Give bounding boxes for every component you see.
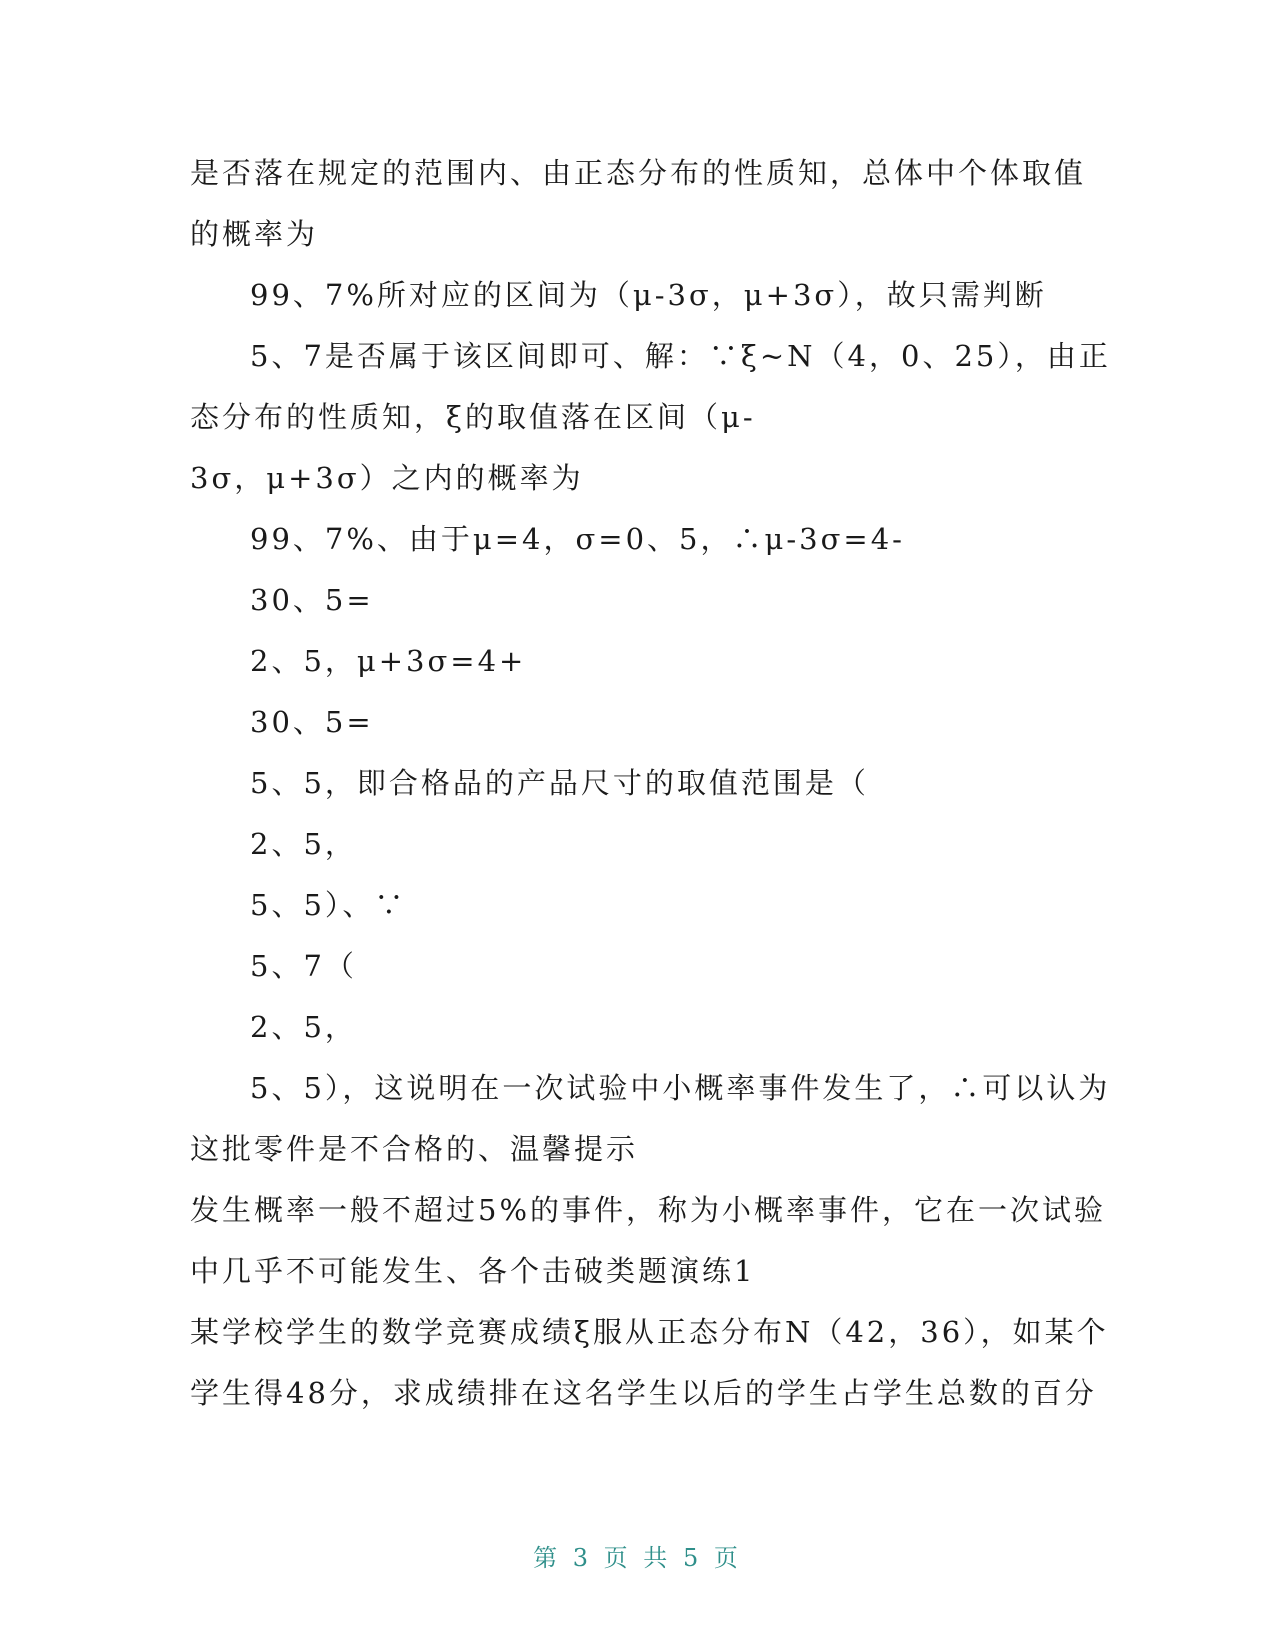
text-line: 中几乎不可能发生、各个击破类题演练1: [190, 1254, 756, 1288]
text-line: 发生概率一般不超过5%的事件，称为小概率事件，它在一次试验: [190, 1193, 1107, 1227]
text-line: 5、5），这说明在一次试验中小概率事件发生了，∴可以认为: [250, 1071, 1111, 1105]
text-line: 态分布的性质知，ξ的取值落在区间（μ-: [190, 400, 756, 434]
page-number-footer: 第 3 页 共 5 页: [533, 1544, 742, 1572]
text-line: 2、5，: [250, 827, 357, 861]
text-line: 这批零件是不合格的、温馨提示: [190, 1132, 639, 1166]
text-line: 30、5=: [250, 705, 374, 739]
text-line: 30、5=: [250, 583, 374, 617]
text-line: 5、5，即合格品的产品尺寸的取值范围是（: [250, 766, 869, 800]
text-line: 学生得48分，求成绩排在这名学生以后的学生占学生总数的百分: [190, 1376, 1097, 1410]
text-line: 2、5，: [250, 1010, 357, 1044]
text-line: 5、5）、∵: [250, 888, 407, 922]
text-line: 是否落在规定的范围内、由正态分布的性质知，总体中个体取值: [190, 156, 1087, 190]
text-line: 某学校学生的数学竞赛成绩ξ服从正态分布N（42，36），如某个: [190, 1315, 1109, 1349]
text-line: 5、7是否属于该区间即可、解：∵ξ~N（4，0、25），由正: [250, 339, 1111, 373]
document-body: [190, 143, 1111, 1424]
text-line: 的概率为: [190, 217, 319, 251]
text-line: 3σ，μ+3σ）之内的概率为: [190, 461, 584, 495]
text-line: 99、7%所对应的区间为（μ-3σ，μ+3σ），故只需判断: [250, 278, 1047, 312]
text-line: 2、5，μ+3σ=4+: [250, 644, 527, 678]
text-line: 5、7（: [250, 949, 357, 983]
text-line: 99、7%、由于μ=4，σ=0、5，∴μ-3σ=4-: [250, 522, 905, 556]
